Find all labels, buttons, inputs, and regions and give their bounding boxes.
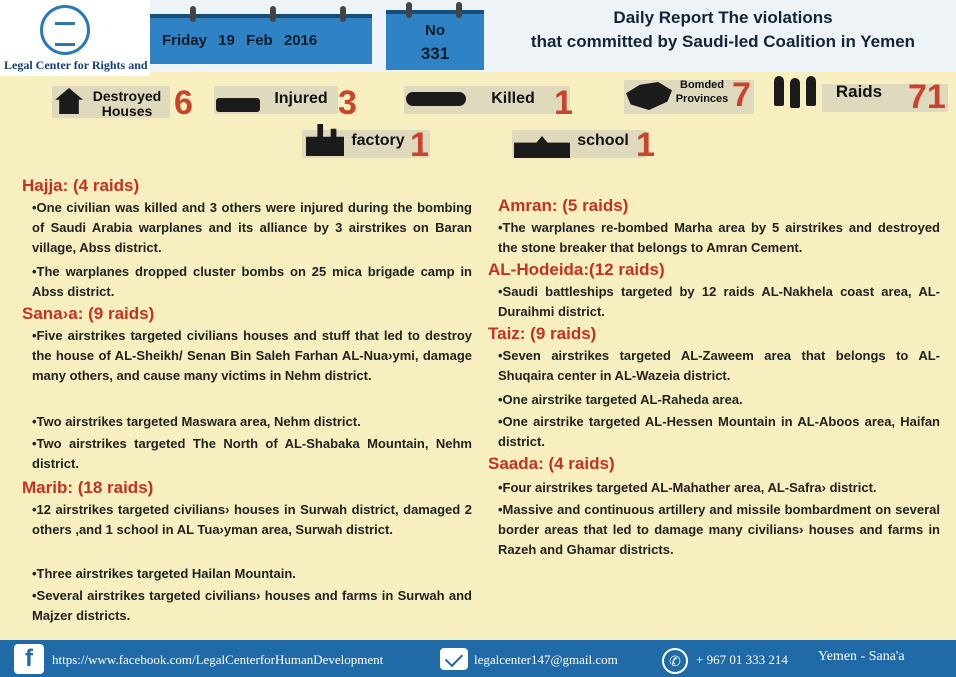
list-item: •One airstrike targeted AL-Hessen Mountain in AL-Aboos area, Haifan district. <box>498 414 940 449</box>
school-value: 1 <box>636 126 655 164</box>
list-item: •Two airstrikes targeted Maswara area, Nehm district. <box>32 414 361 429</box>
phone-icon: ✆ <box>662 648 688 674</box>
factory-label: factory <box>351 132 405 149</box>
missile-icon <box>774 76 784 106</box>
list-item: •One civilian was killed and 3 others were injured during the bombing of Saudi Arabia warplanes and its alliance by 3 airstrikes on Baran village, Abss district. <box>32 200 472 255</box>
killed-value: 1 <box>554 84 573 122</box>
report-number: 331 <box>420 44 450 63</box>
bombed-provinces-label: Bomded Provinces <box>675 79 729 105</box>
factory-icon <box>306 124 344 156</box>
report-number-label: No <box>425 22 445 39</box>
ring-icon <box>340 6 346 22</box>
injured-icon <box>216 98 260 112</box>
section-title-taiz: Taiz: (9 raids) <box>488 324 597 343</box>
report-date: Friday 19 Feb 2016 <box>162 32 318 49</box>
report-title <box>498 6 948 54</box>
footer <box>0 640 956 677</box>
logo <box>0 0 150 76</box>
list-item: •Seven airstrikes targeted AL-Zaweem area that belongs to AL-Shuqaira center in AL-Wazeia district. <box>498 348 940 383</box>
injured-label: Injured <box>274 90 328 107</box>
ring-icon <box>190 6 196 22</box>
section-title-saada: Saada: (4 raids) <box>488 454 615 473</box>
date-box <box>150 14 372 64</box>
ring-icon <box>406 2 412 18</box>
section-title-amran: Amran: (5 raids) <box>498 196 629 215</box>
list-item: •Three airstrikes targeted Hailan Mountain. <box>32 566 296 581</box>
list-item: •The warplanes re-bombed Marha area by 5 airstrikes and destroyed the stone breaker that belongs to Amran Cement. <box>498 220 940 255</box>
report-number-box <box>386 10 484 70</box>
list-item: •One airstrike targeted AL-Raheda area. <box>498 392 743 407</box>
missile-icon <box>790 78 800 108</box>
list-item: •Two airstrikes targeted The North of AL-Shabaka Mountain, Nehm district. <box>32 436 472 471</box>
title-line-2: that committed by Saudi-led Coalition in Yemen <box>530 32 916 51</box>
list-item: •The warplanes dropped cluster bombs on 25 mica brigade camp in Abss district. <box>32 264 472 299</box>
killed-label: Killed <box>491 90 535 107</box>
raids-label: Raids <box>835 82 883 101</box>
raids-value: 71 <box>908 78 946 116</box>
location: Yemen - Sana'a <box>818 649 905 664</box>
facebook-link[interactable]: https://www.facebook.com/LegalCenterforHumanDevelopment <box>52 652 384 667</box>
injured-value: 3 <box>338 84 357 122</box>
bombed-provinces-value: 7 <box>732 76 751 114</box>
list-item: •Saudi battleships targeted by 12 raids AL-Nakhela coast area, AL-Duraihmi district. <box>498 284 940 319</box>
list-item: •Several airstrikes targeted civilians› houses and farms in Surwah and Majzer districts. <box>32 588 472 623</box>
email-icon[interactable] <box>440 648 468 670</box>
list-item: •12 airstrikes targeted civilians› houses in Surwah district, damaged 2 others ,and 1 school in AL Tua›yman area, Surwah district. <box>32 502 472 537</box>
section-title-sanaa: Sana›a: (9 raids) <box>22 304 155 323</box>
email-link[interactable]: legalcenter147@gmail.com <box>474 652 618 667</box>
missile-icon <box>806 76 816 106</box>
scales-icon <box>40 5 90 55</box>
ring-icon <box>456 2 462 18</box>
factory-value: 1 <box>410 126 429 164</box>
list-item: •Five airstrikes targeted civilians houses and stuff that led to destroy the house of AL-Sheikh/ Senan Bin Saleh Farhan AL-Nua›ymi, damage many others, and cause many victims in Nehm district. <box>32 328 472 383</box>
logo-text: Legal Center for Rights and <box>4 58 148 72</box>
destroyed-houses-label: Destroyed Houses <box>92 88 162 119</box>
facebook-icon[interactable]: f <box>14 644 44 674</box>
section-title-hajja: Hajja: (4 raids) <box>22 176 140 195</box>
title-line-1: Daily Report The violations <box>613 8 833 27</box>
phone-number: + 967 01 333 214 <box>696 652 788 667</box>
ring-icon <box>270 6 276 22</box>
section-title-hodeida: AL-Hodeida:(12 raids) <box>488 260 665 279</box>
killed-icon <box>406 92 466 106</box>
school-label: school <box>577 132 629 149</box>
list-item: •Massive and continuous artillery and missile bombardment on several border areas that led to damage many civilians› houses and farms in Razeh and Ghamar districts. <box>498 502 940 557</box>
destroyed-houses-value: 6 <box>174 84 193 122</box>
list-item: •Four airstrikes targeted AL-Mahather area, AL-Safra› district. <box>498 480 877 495</box>
section-title-marib: Marib: (18 raids) <box>22 478 154 497</box>
